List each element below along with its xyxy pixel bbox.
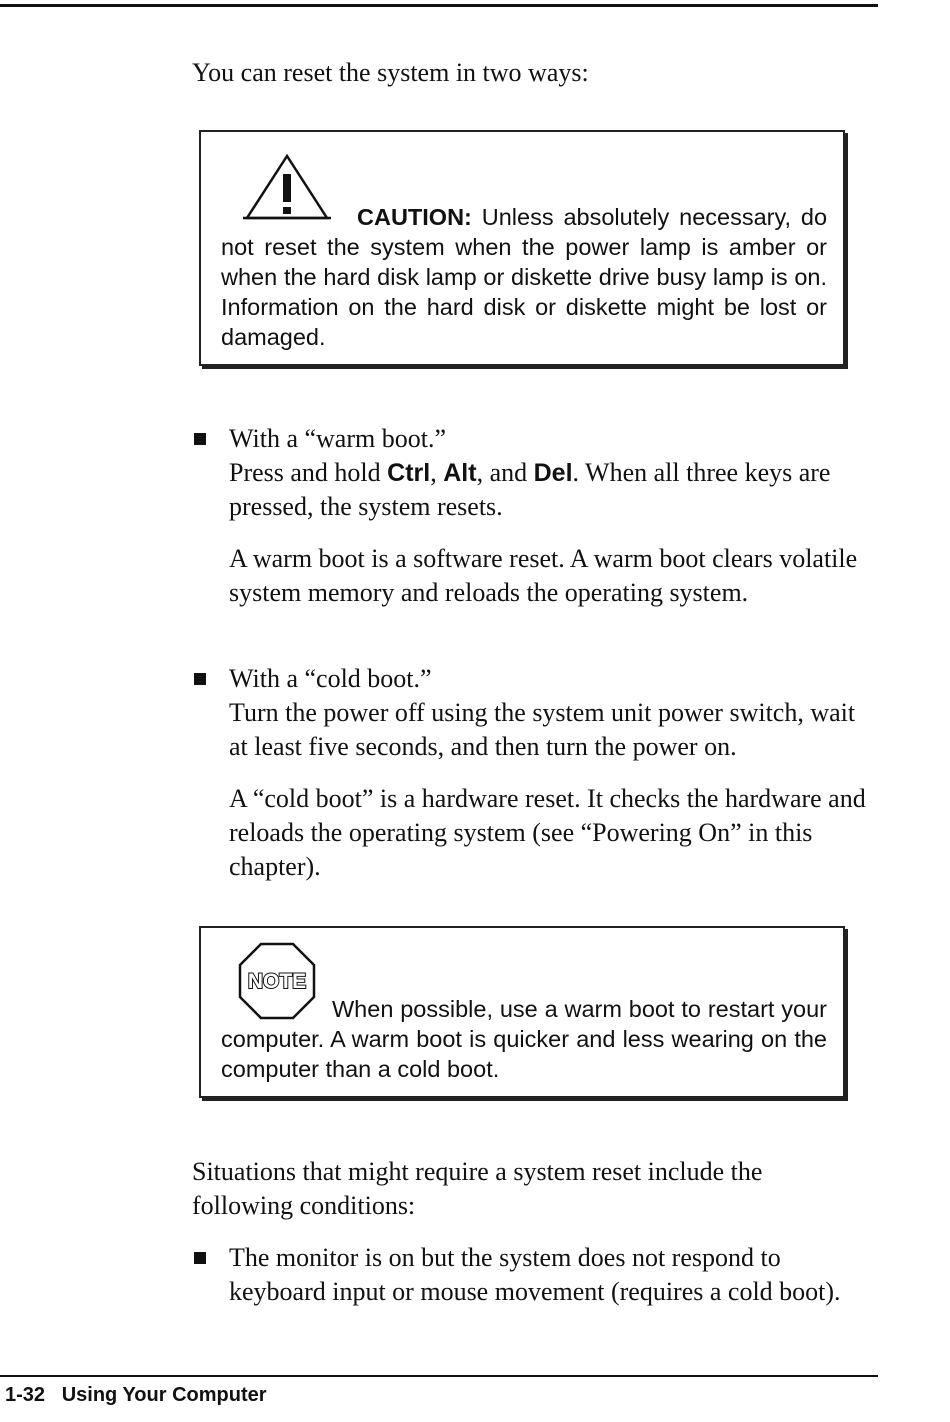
cold-boot-heading: With a “cold boot.” xyxy=(229,664,432,693)
top-rule xyxy=(0,4,878,7)
note-box xyxy=(199,926,845,1098)
note-icon-label: NOTE xyxy=(247,970,307,993)
caution-box xyxy=(199,130,845,366)
warm-boot-paragraph xyxy=(229,422,874,524)
bullet-square-icon xyxy=(194,433,206,445)
warm-boot-sep2: , and xyxy=(476,458,534,487)
key-alt: Alt xyxy=(443,459,477,487)
warm-boot-sep1: , xyxy=(430,458,444,487)
key-del: Del xyxy=(533,459,573,487)
footer-section-title: Using Your Computer xyxy=(61,1384,267,1406)
bullet-square-icon xyxy=(194,673,206,685)
caution-label: CAUTION: xyxy=(357,204,472,230)
bullet-square-icon xyxy=(194,1252,206,1264)
warm-boot-body xyxy=(229,422,874,610)
note-text: When possible, use a warm boot to restart your computer. A warm boot is quicker and less wearing on the computer than a cold boot. xyxy=(221,996,827,1082)
page-footer xyxy=(5,1384,267,1407)
warm-boot-press-before: Press and hold xyxy=(229,458,388,487)
cold-boot-body xyxy=(229,662,874,884)
intro-text: You can reset the system in two ways: xyxy=(192,58,589,87)
page-number: 1-32 xyxy=(5,1384,46,1406)
situation-text: The monitor is on but the system does not respond to keyboard input or mouse movement (requires a cold boot). xyxy=(229,1243,841,1306)
cold-boot-instruction: Turn the power off using the system unit power switch, wait at least five seconds, and then turn the power on. xyxy=(229,698,856,761)
warm-boot-heading: With a “warm boot.” xyxy=(229,424,446,453)
cold-boot-paragraph xyxy=(229,662,874,764)
caution-body: Unless absolutely necessary, do not reset the system when the power lamp is amber or when the hard disk lamp or diskette drive busy lamp is on. Information on the hard disk or diskette might be lost or damaged. xyxy=(221,204,828,350)
warm-boot-press-after: . When all three keys are pressed, the system resets. xyxy=(229,458,831,521)
caution-text xyxy=(221,202,827,352)
key-ctrl: Ctrl xyxy=(387,459,431,487)
cold-boot-description: A “cold boot” is a hardware reset. It checks the hardware and reloads the operating system (see “Powering On” in this chapter). xyxy=(229,784,866,881)
situations-intro: Situations that might require a system reset include the following conditions: xyxy=(192,1157,763,1220)
bottom-rule xyxy=(0,1375,878,1377)
warm-boot-description: A warm boot is a software reset. A warm boot clears volatile system memory and reloads the operating system. xyxy=(229,544,858,607)
